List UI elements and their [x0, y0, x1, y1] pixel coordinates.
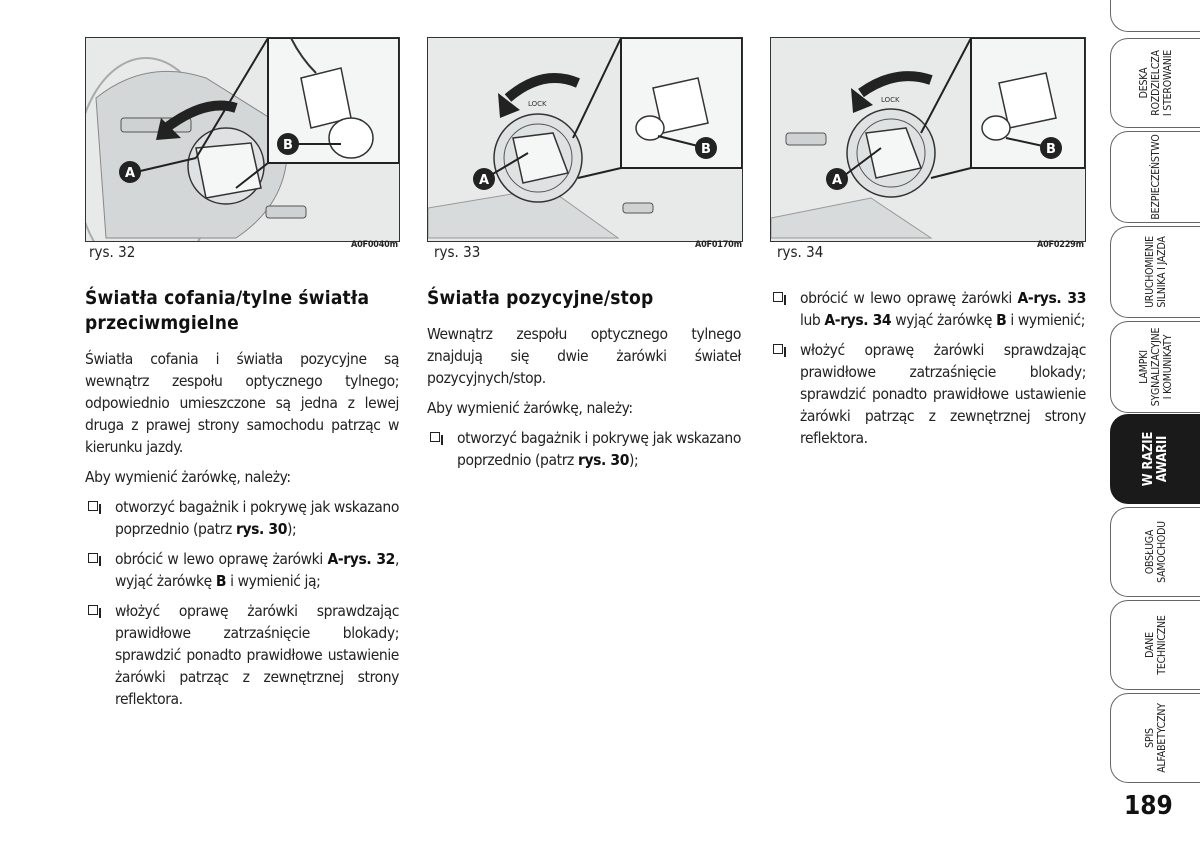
- figure-code: A0F0170m: [695, 240, 742, 250]
- figure-32: [85, 37, 400, 242]
- label-a: A: [478, 173, 490, 188]
- figure-33-illustration: [428, 38, 742, 241]
- tab-bezpieczenstwo[interactable]: [1110, 131, 1200, 223]
- checkbox-bullet-icon: [88, 605, 98, 615]
- label-a: A: [124, 166, 136, 181]
- tab-label: OBSŁUGA SAMOCHODU: [1143, 521, 1168, 583]
- tab-deska-rozdzielcza[interactable]: [1110, 38, 1200, 128]
- step-list: [85, 496, 399, 710]
- checkbox-bullet-icon: [773, 292, 783, 302]
- label-a: A: [831, 173, 843, 188]
- tab-obsluga[interactable]: [1110, 507, 1200, 597]
- figure-code: A0F0229m: [1037, 240, 1084, 250]
- checkbox-bullet-icon: [430, 432, 440, 442]
- tab-label: DANE TECHNICZNE: [1143, 615, 1168, 675]
- step-list: [427, 427, 741, 471]
- tab-lampki[interactable]: [1110, 321, 1200, 413]
- figure-34-illustration: [771, 38, 1085, 241]
- tab-uruchomienie[interactable]: [1110, 226, 1200, 318]
- tab-label: URUCHOMIENIE SILNIKA I JAZDA: [1143, 236, 1168, 308]
- section-heading: Światła pozycyjne/stop: [427, 287, 654, 309]
- intro-paragraph: Światła cofania i światła pozycyjne są wewnątrz zespołu optycznego tylnego; odpowiednio umieszczone są jedna z lewej druga z prawej strony samochodu patrząc w kierunku jazdy.: [85, 350, 399, 456]
- checkbox-bullet-icon: [773, 344, 783, 354]
- heading-line-2: przeciwmgielne: [85, 312, 239, 334]
- column-3: [770, 287, 1086, 457]
- tab-label: DESKA ROZDZIELCZA I STEROWANIE: [1137, 49, 1174, 117]
- figure-caption: rys. 34: [777, 243, 824, 261]
- tab-spis[interactable]: [1110, 693, 1200, 783]
- checkbox-bullet-icon: [88, 501, 98, 511]
- figure-code: A0F0040m: [351, 240, 398, 250]
- lock-marking: LOCK: [881, 96, 900, 104]
- figure-caption: rys. 33: [434, 243, 481, 261]
- checkbox-bullet-icon: [88, 553, 98, 563]
- figure-caption: rys. 32: [89, 243, 136, 261]
- column-2: [427, 286, 741, 479]
- step-item: otworzyć bagażnik i pokrywę jak wskazano poprzednio (patrz rys. 30);: [85, 496, 399, 540]
- step-item: włożyć oprawę żarówki sprawdzając prawidłowe zatrzaśnięcie blokady; sprawdzić ponadto prawidłowe ustawienie żarówki patrząc z zewnętrznej strony reflektora.: [85, 600, 399, 710]
- instruction-lead: Aby wymienić żarówkę, należy:: [85, 468, 291, 486]
- label-b: B: [1046, 142, 1056, 157]
- instruction-lead: Aby wymienić żarówkę, należy:: [427, 399, 633, 417]
- label-b: B: [701, 142, 711, 157]
- step-item: otworzyć bagażnik i pokrywę jak wskazano poprzednio (patrz rys. 30);: [427, 427, 741, 471]
- label-b: B: [283, 138, 293, 153]
- tab-label: LAMPKI SYGNALIZACYJNE I KOMUNIKATY: [1137, 327, 1174, 407]
- column-1: [85, 286, 399, 718]
- heading-line-1: Światła cofania/tylne światła: [85, 287, 370, 309]
- figure-34: [770, 37, 1086, 242]
- tab-dane-techniczne[interactable]: [1110, 600, 1200, 690]
- tab-label: BEZPIECZEŃSTWO: [1149, 134, 1162, 220]
- step-list: [770, 287, 1086, 449]
- page-number: 189: [1124, 791, 1173, 821]
- section-heading: [85, 286, 399, 336]
- tab-top-edge: [1110, 0, 1200, 32]
- tab-w-razie-awarii[interactable]: [1110, 414, 1200, 504]
- figure-32-illustration: [86, 38, 399, 241]
- step-item: włożyć oprawę żarówki sprawdzając prawidłowe zatrzaśnięcie blokady; sprawdzić ponadto prawidłowe ustawienie żarówki patrząc z zewnętrznej strony reflektora.: [770, 339, 1086, 449]
- tab-label: SPIS ALFABETYCZNY: [1143, 703, 1168, 773]
- section-tabs: [1110, 0, 1200, 845]
- step-item: obrócić w lewo oprawę żarówki A-rys. 33 lub A-rys. 34 wyjąć żarówkę B i wymienić;: [770, 287, 1086, 331]
- intro-paragraph: Wewnątrz zespołu optycznego tylnego znajdują się dwie żarówki świateł pozycyjnych/stop.: [427, 325, 741, 387]
- step-item: obrócić w lewo oprawę żarówki A-rys. 32, wyjąć żarówkę B i wymienić ją;: [85, 548, 399, 592]
- lock-marking: LOCK: [528, 100, 547, 108]
- figure-33: [427, 37, 743, 242]
- tab-label: W RAZIE AWARII: [1140, 431, 1170, 487]
